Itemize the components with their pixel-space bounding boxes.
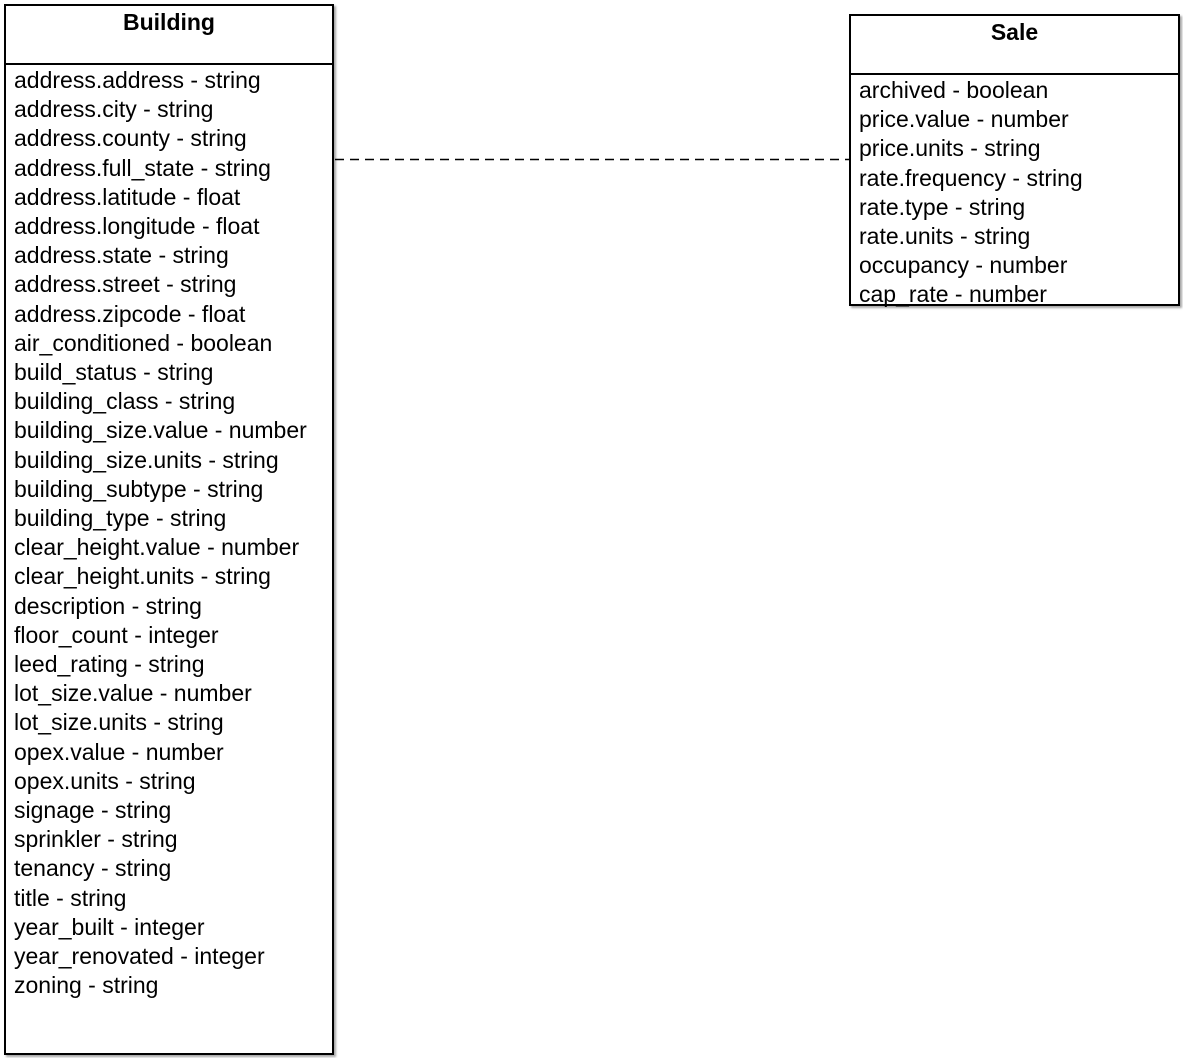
field-address-full-state: address.full_state - string <box>14 154 271 181</box>
field-address-longitude: address.longitude - float <box>14 213 260 240</box>
building-field-list <box>6 65 332 1001</box>
field-air-conditioned: air_conditioned - boolean <box>14 329 273 356</box>
field-price-value: price.value - number <box>859 106 1069 133</box>
field-address-zipcode: address.zipcode - float <box>14 300 246 327</box>
field-year-renovated: year_renovated - integer <box>14 943 265 970</box>
field-building-subtype: building_subtype - string <box>14 475 264 502</box>
field-description: description - string <box>14 592 202 619</box>
field-lot-size-value: lot_size.value - number <box>14 680 252 707</box>
field-building-size-units: building_size.units - string <box>14 446 279 473</box>
field-cap-rate: cap_rate - number <box>859 281 1047 308</box>
field-building-size-value: building_size.value - number <box>14 417 307 444</box>
field-address-county: address.county - string <box>14 125 247 152</box>
field-build-status: build_status - string <box>14 359 214 386</box>
field-signage: signage - string <box>14 797 172 824</box>
field-zoning: zoning - string <box>14 972 159 999</box>
field-archived: archived - boolean <box>859 77 1049 103</box>
field-opex-units: opex.units - string <box>14 767 196 794</box>
field-address-street: address.street - string <box>14 271 237 298</box>
field-address-state: address.state - string <box>14 242 229 269</box>
field-clear-height-units: clear_height.units - string <box>14 563 271 590</box>
field-clear-height-value: clear_height.value - number <box>14 534 300 561</box>
building-entity-box <box>4 4 334 1055</box>
field-year-built: year_built - integer <box>14 913 205 940</box>
field-floor-count: floor_count - integer <box>14 621 219 648</box>
field-rate-frequency: rate.frequency - string <box>859 164 1083 191</box>
building-entity-title: Building <box>6 6 332 65</box>
field-lot-size-units: lot_size.units - string <box>14 709 224 736</box>
field-address-address: address.address - string <box>14 67 261 93</box>
field-leed-rating: leed_rating - string <box>14 651 205 678</box>
field-tenancy: tenancy - string <box>14 855 172 882</box>
field-opex-value: opex.value - number <box>14 738 224 765</box>
field-sprinkler: sprinkler - string <box>14 826 178 853</box>
field-building-class: building_class - string <box>14 388 236 415</box>
sale-field-list <box>851 75 1178 310</box>
field-price-units: price.units - string <box>859 135 1041 162</box>
field-occupancy: occupancy - number <box>859 252 1068 279</box>
field-address-latitude: address.latitude - float <box>14 183 241 210</box>
field-rate-units: rate.units - string <box>859 223 1031 250</box>
sale-entity-title: Sale <box>851 16 1178 75</box>
field-address-city: address.city - string <box>14 96 214 123</box>
field-building-type: building_type - string <box>14 505 227 532</box>
sale-entity-box <box>849 14 1180 306</box>
field-title: title - string <box>14 884 127 911</box>
field-rate-type: rate.type - string <box>859 193 1026 220</box>
